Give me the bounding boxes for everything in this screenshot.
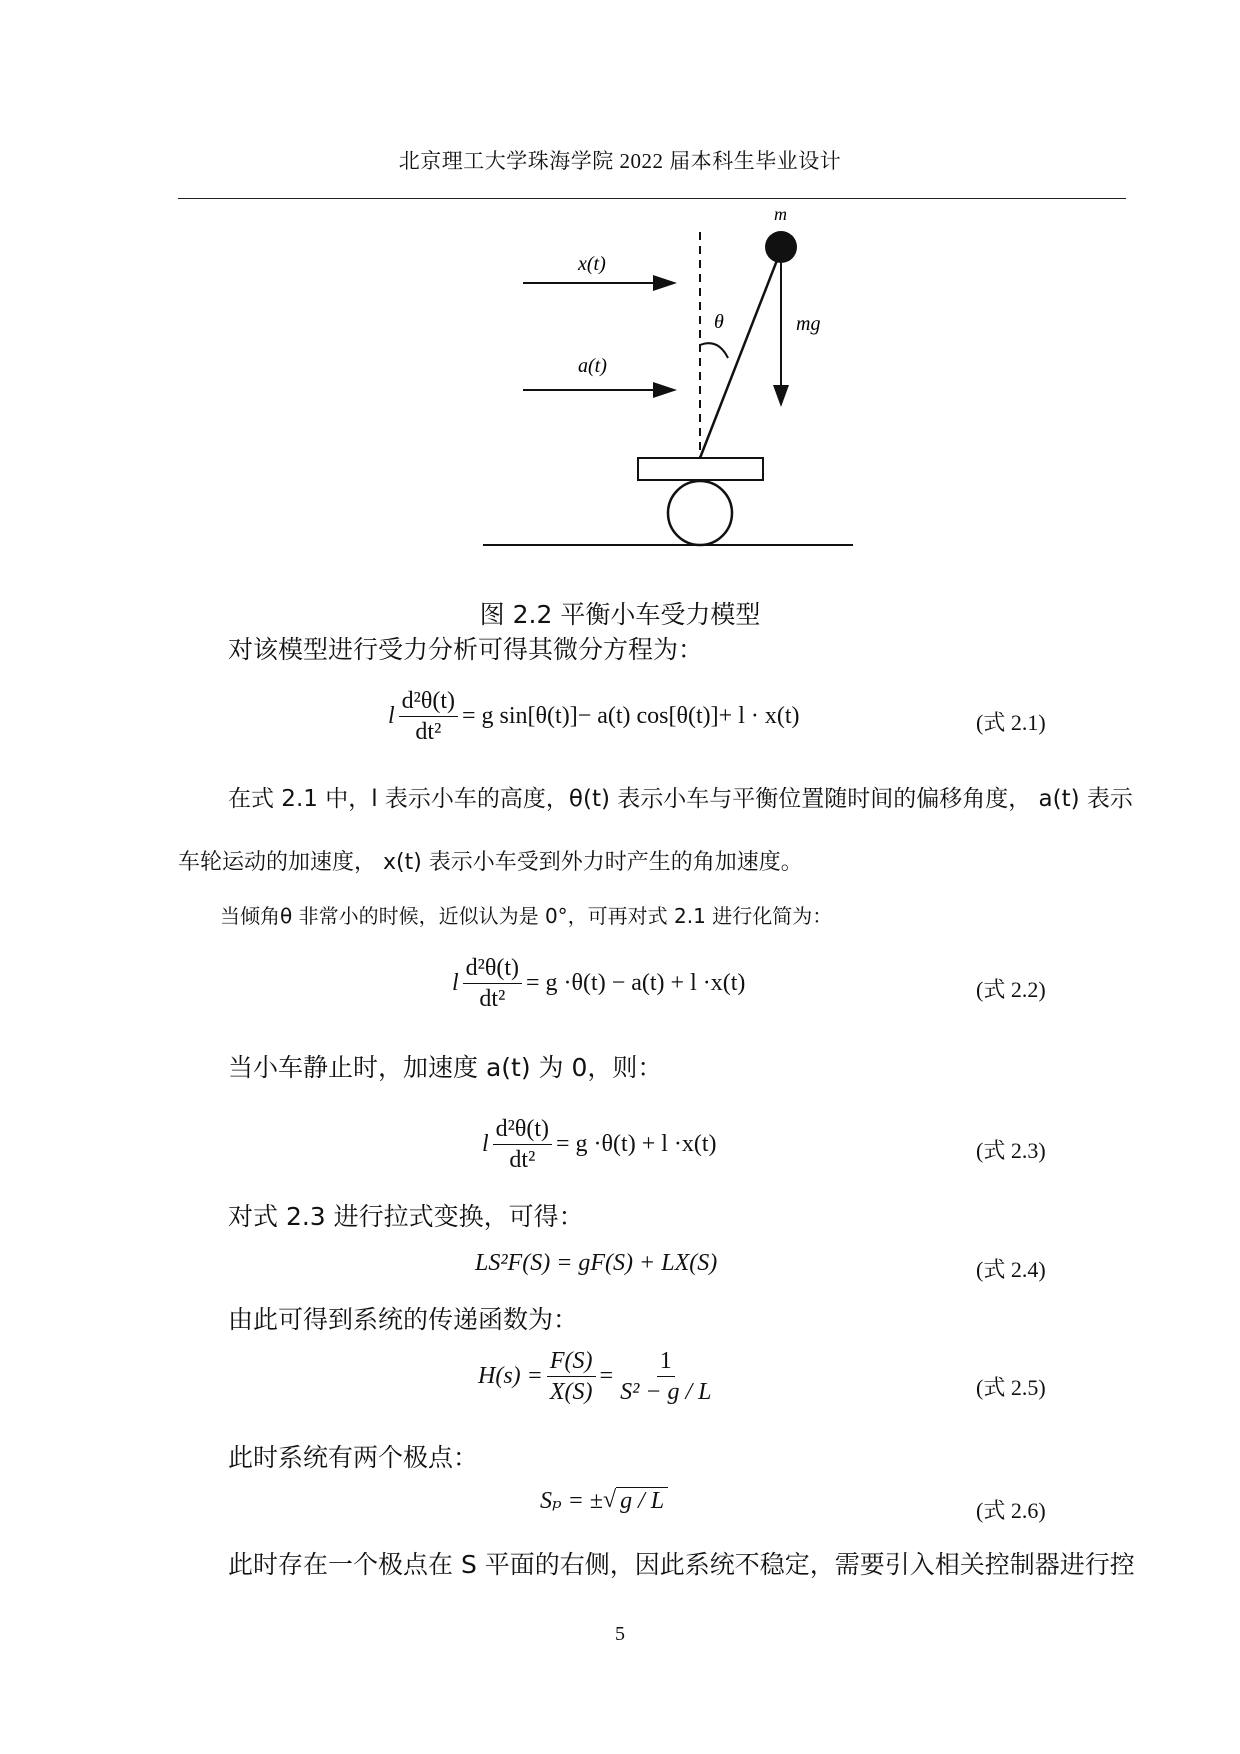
label-m: m	[774, 204, 787, 224]
paragraph-2: 在式 2.1 中，l 表示小车的高度，θ(t) 表示小车与平衡位置随时间的偏移角度， a(t) 表示	[228, 786, 1133, 812]
pendulum-rod	[700, 250, 781, 458]
header-rule	[178, 198, 1126, 199]
eq1-numerator: d²θ(t)	[399, 688, 458, 717]
paragraph-8: 此时系统有两个极点：	[228, 1443, 479, 1472]
cart-platform	[638, 458, 763, 480]
sqrt-sign: √	[602, 1487, 617, 1513]
eq2-numerator: d²θ(t)	[463, 955, 522, 984]
eq3-numerator: d²θ(t)	[493, 1116, 552, 1145]
a-arrowhead	[653, 382, 677, 398]
eq2-label: (式 2.2)	[976, 977, 1046, 1002]
eq5-denominator-2: S² − g / L	[620, 1379, 712, 1406]
eq2-rhs: = g ·θ(t) − a(t) + l ·x(t)	[526, 970, 746, 997]
equation-2-2	[452, 955, 745, 1013]
eq5-numerator-1: F(S)	[547, 1348, 596, 1377]
eq3-prefix: l	[482, 1131, 489, 1158]
equation-2-6	[540, 1486, 668, 1515]
label-a: a(t)	[578, 355, 607, 377]
eq5-lhs: H(s) =	[478, 1363, 543, 1390]
eq6-radicand: g / L	[616, 1487, 668, 1515]
paragraph-7: 由此可得到系统的传递函数为：	[228, 1305, 579, 1334]
eq1-denominator: dt²	[415, 719, 442, 746]
equation-2-4: LS²F(S) = gF(S) + LX(S)	[475, 1250, 718, 1276]
paragraph-4: 当倾角θ 非常小的时候，近似认为是 0°，可再对式 2.1 进行化简为：	[220, 904, 833, 928]
label-x: x(t)	[578, 253, 606, 275]
figure-caption: 图 2.2 平衡小车受力模型	[479, 600, 761, 629]
eq1-prefix: l	[388, 703, 395, 730]
eq2-prefix: l	[452, 970, 459, 997]
eq3-denominator: dt²	[509, 1147, 536, 1174]
eq5-label: (式 2.5)	[976, 1375, 1046, 1400]
paragraph-3: 车轮运动的加速度， x(t) 表示小车受到外力时产生的角加速度。	[178, 850, 803, 875]
eq5-equals: =	[599, 1363, 614, 1390]
theta-arc	[700, 343, 728, 358]
eq5-numerator-2: 1	[657, 1348, 675, 1377]
label-theta: θ	[714, 311, 724, 333]
eq3-label: (式 2.3)	[976, 1138, 1046, 1163]
equation-2-1	[388, 688, 800, 746]
label-mg: mg	[796, 313, 821, 335]
equation-2-3	[482, 1116, 717, 1174]
eq4-label: (式 2.4)	[976, 1257, 1046, 1282]
eq1-label: (式 2.1)	[976, 710, 1046, 735]
eq3-rhs: = g ·θ(t) + l ·x(t)	[556, 1131, 717, 1158]
pendulum-mass	[765, 231, 797, 263]
cart-wheel	[668, 481, 732, 545]
x-arrowhead	[653, 275, 677, 291]
eq6-lhs: Sₚ = ±	[540, 1488, 603, 1514]
paragraph-5: 当小车静止时，加速度 a(t) 为 0，则：	[228, 1053, 663, 1082]
eq5-denominator-1: X(S)	[549, 1379, 593, 1406]
eq2-denominator: dt²	[479, 986, 506, 1013]
cart-force-diagram	[478, 200, 878, 570]
running-header: 北京理工大学珠海学院 2022 届本科生毕业设计	[398, 149, 842, 173]
eq1-rhs: = g sin[θ(t)]− a(t) cos[θ(t)]+ l · x(t)	[462, 703, 800, 730]
page-number: 5	[615, 1623, 625, 1645]
equation-2-5	[478, 1348, 718, 1406]
eq6-label: (式 2.6)	[976, 1498, 1046, 1523]
paragraph-1: 对该模型进行受力分析可得其微分方程为：	[228, 635, 704, 664]
paragraph-9: 此时存在一个极点在 S 平面的右侧，因此系统不稳定，需要引入相关控制器进行控	[228, 1550, 1135, 1579]
paragraph-6: 对式 2.3 进行拉式变换，可得：	[228, 1202, 584, 1231]
gravity-arrowhead	[773, 385, 789, 407]
